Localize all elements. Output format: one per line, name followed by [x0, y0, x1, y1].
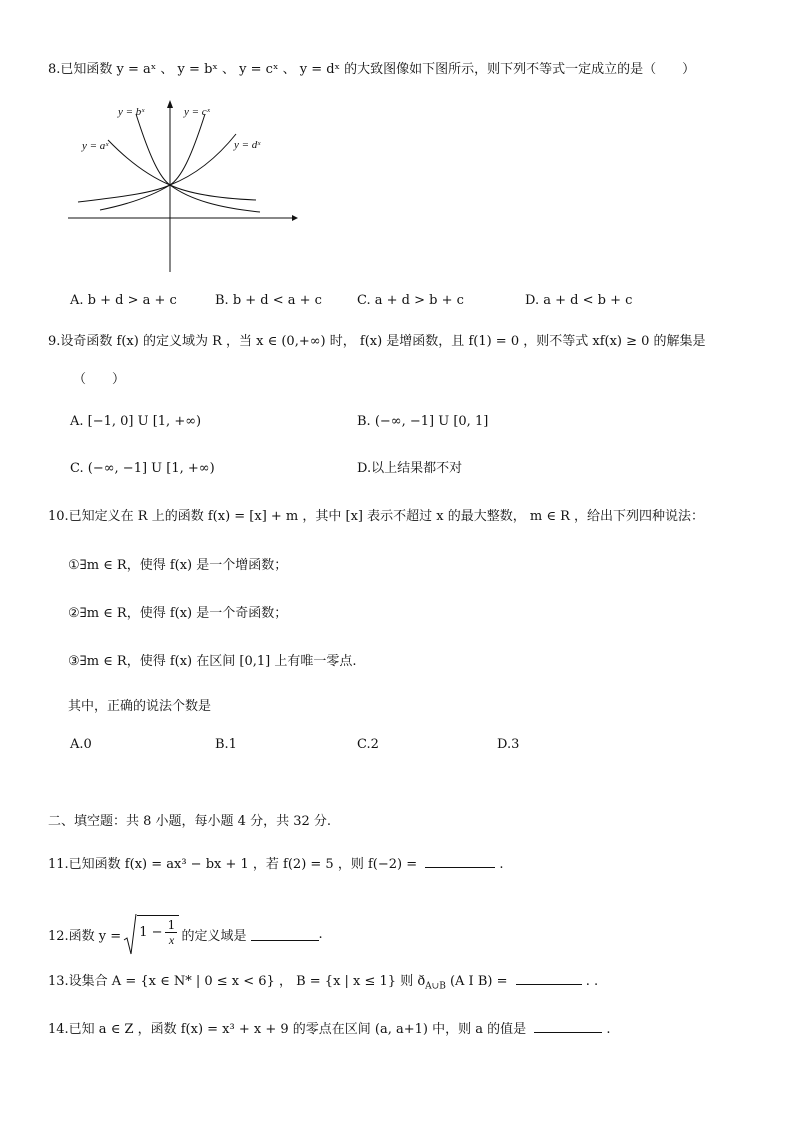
- q11-answer-blank[interactable]: [425, 855, 495, 868]
- q10-option-b: B.1: [215, 737, 237, 752]
- label-d: y = dˣ: [234, 139, 261, 151]
- q11-text: 11.已知函数 f(x) = ax³ − bx + 1 ，若 f(2) = 5 ，则 f(−2) =: [48, 857, 418, 872]
- label-a: y = aˣ: [82, 140, 109, 152]
- q13-text: 13.设集合 A = {x ∈ N* | 0 ≤ x < 6} ， B = {x | x ≤ 1} 则 ð: [48, 974, 426, 989]
- q9-option-b: B. (−∞, −1] U [0, 1]: [357, 414, 489, 429]
- q9-option-d: D.以上结果都不对: [357, 461, 463, 476]
- q14: [48, 1020, 611, 1039]
- q10-statement-1: ①∃m ∈ R，使得 f(x) 是一个增函数；: [68, 558, 288, 573]
- q8-option-c: C. a + d > b + c: [357, 293, 464, 308]
- q13-answer-blank[interactable]: [516, 972, 582, 985]
- q12-answer-blank[interactable]: [251, 928, 319, 941]
- q10-option-d: D.3: [497, 737, 520, 752]
- q9-stem: 9.设奇函数 f(x) 的定义域为 R ，当 x ∈ (0,+∞) 时， f(x) 是增函数，且 f(1) = 0 ，则不等式 xf(x) ≥ 0 的解集是: [48, 334, 706, 349]
- q13-end: . .: [585, 974, 599, 989]
- q12-fraction: [165, 918, 177, 947]
- curve-b: [136, 114, 260, 212]
- q12-end: .: [318, 926, 323, 942]
- q9-option-c: C. (−∞, −1] U [1, +∞): [70, 461, 215, 476]
- q8-graph: [60, 96, 300, 276]
- sqrt-sign: [123, 912, 137, 956]
- q14-end: .: [606, 1022, 611, 1037]
- q10-statement-2: ②∃m ∈ R，使得 f(x) 是一个奇函数；: [68, 606, 288, 621]
- q11: [48, 855, 504, 874]
- q8-stem: 8.已知函数 y = aˣ 、 y = bˣ 、 y = cˣ 、 y = dˣ 的大致图像如下图所示，则下列不等式一定成立的是（ ）: [48, 62, 696, 77]
- q9-option-a: A. [−1, 0] U [1, +∞): [70, 414, 202, 429]
- q10-option-a: A.0: [70, 737, 92, 752]
- q8-option-d: D. a + d < b + c: [525, 293, 633, 308]
- label-c: y = cˣ: [184, 106, 210, 118]
- label-b: y = bˣ: [118, 106, 145, 118]
- q9-answer-paren: （ ）: [73, 372, 126, 387]
- q12-one-minus: 1 −: [139, 925, 163, 940]
- x-axis-arrow: [292, 215, 298, 221]
- q12-post: 的定义域是: [181, 928, 247, 944]
- q13-after: (A I B) =: [449, 974, 508, 989]
- q8-option-b: B. b + d < a + c: [215, 293, 322, 308]
- q14-text: 14.已知 a ∈ Z ，函数 f(x) = x³ + x + 9 的零点在区间 (a, a+1) 中，则 a 的值是: [48, 1022, 527, 1037]
- q8-option-a: A. b + d > a + c: [70, 293, 177, 308]
- q10-stem: 10.已知定义在 R 上的函数 f(x) = [x] + m ，其中 [x] 表示不超过 x 的最大整数， m ∈ R ，给出下列四种说法：: [48, 509, 704, 524]
- q13-complement-sub: A∪B: [425, 981, 446, 992]
- q12-pre: 12.函数 y =: [48, 928, 122, 944]
- q14-answer-blank[interactable]: [534, 1020, 602, 1033]
- y-axis-arrow: [167, 100, 173, 108]
- sqrt-radicand: [137, 915, 179, 947]
- q12: [48, 912, 323, 956]
- q10-option-c: C.2: [357, 737, 379, 752]
- section-2-heading: 二、填空题：共 8 小题，每小题 4 分，共 32 分.: [48, 814, 332, 829]
- q13: [48, 972, 598, 996]
- q10-ask: 其中，正确的说法个数是: [68, 699, 212, 714]
- q11-end: .: [499, 857, 504, 872]
- q12-fraction-num: 1: [167, 918, 176, 932]
- q10-statement-3: ③∃m ∈ R，使得 f(x) 在区间 [0,1] 上有唯一零点.: [68, 654, 357, 669]
- q12-fraction-den: x: [168, 933, 175, 947]
